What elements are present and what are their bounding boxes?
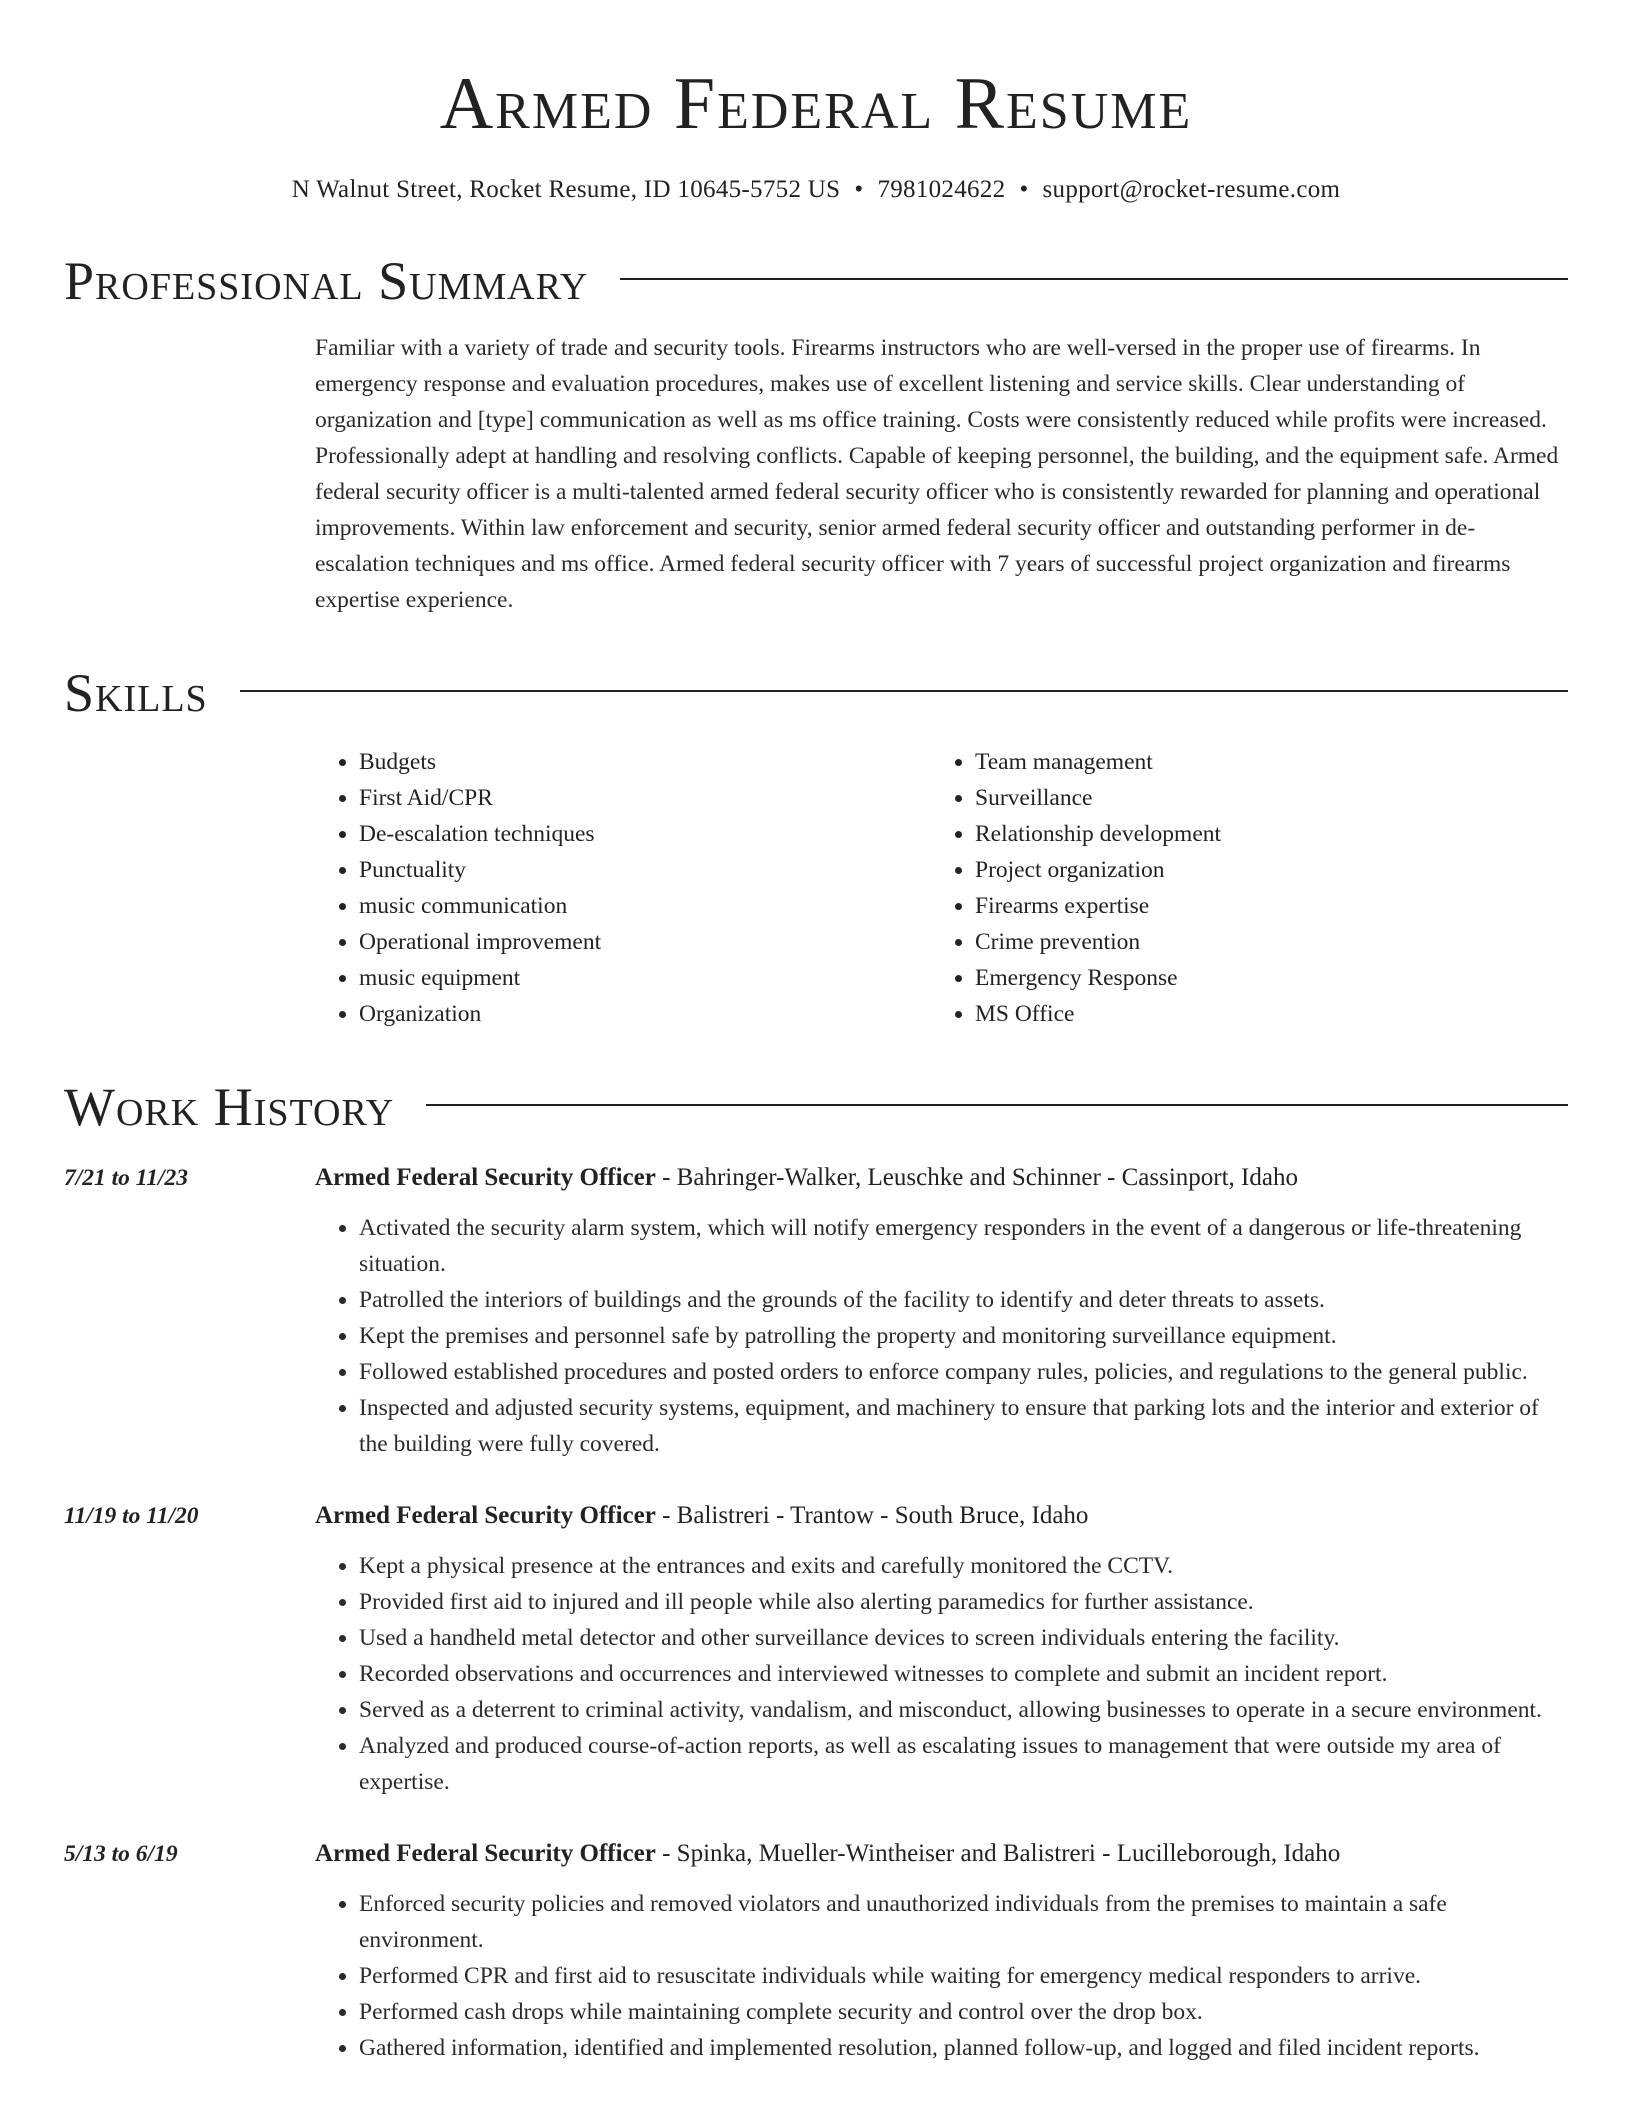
job-duties-list [315,1886,1568,2066]
section-divider [620,278,1568,280]
contact-separator: • [854,176,864,203]
contact-email[interactable]: support@rocket-resume.com [1042,176,1341,203]
skill-item: • Crime prevention [975,924,1547,960]
job-duty-item: • Kept the premises and personnel safe by patrolling the property and monitoring surveillance equipment. [359,1318,1568,1354]
job-employer-location: - Spinka, Mueller-Wintheiser and Balistreri - Lucilleborough, Idaho [655,1840,1341,1867]
job-title: Armed Federal Security Officer [315,1502,656,1529]
job-heading [315,1498,1568,1534]
job-employer-location: - Balistreri - Trantow - South Bruce, Idaho [655,1502,1089,1529]
job-duty-item: • Followed established procedures and posted orders to enforce company rules, policies, and regulations to the general public. [359,1354,1568,1390]
job-body [315,1160,1568,1462]
skill-item: • music communication [359,888,931,924]
job-dates: 11/19 to 11/20 [64,1503,199,1529]
job-dates: 7/21 to 11/23 [64,1165,189,1191]
job-employer-location: - Bahringer-Walker, Leuschke and Schinner - Cassinport, Idaho [655,1164,1298,1191]
summary-section-header [64,250,1568,312]
job-duty-item: • Analyzed and produced course-of-action reports, as well as escalating issues to management that were outside my area of expertise. [359,1728,1568,1800]
contact-phone: 7981024622 [877,176,1006,203]
skill-item: • Budgets [359,744,931,780]
skill-item: • First Aid/CPR [359,780,931,816]
job-duty-item: • Gathered information, identified and implemented resolution, planned follow-up, and logged and filed incident reports. [359,2030,1568,2066]
skills-list-right [931,744,1547,1032]
resume-page [64,0,1568,2066]
summary-text: Familiar with a variety of trade and security tools. Firearms instructors who are well-versed in the proper use of firearms. In emergency response and evaluation procedures, makes use of excellent listening and service skills. Clear understanding of organization and [type] communication as well as ms office training. Costs were consistently reduced while profits were increased. Professionally adept at handling and resolving conflicts. Capable of keeping personnel, the building, and the equipment safe. Armed federal security officer is a multi-talented armed federal security officer who is consistently rewarded for planning and operational improvements. Within law enforcement and security, senior armed federal security officer and outstanding performer in de-escalation techniques and ms office. Armed federal security officer with 7 years of successful project organization and firearms expertise experience. [315,335,1559,613]
skills-columns [315,744,1568,1032]
job-duty-item: • Enforced security policies and removed violators and unauthorized individuals from the premises to maintain a safe environment. [359,1886,1568,1958]
job-title: Armed Federal Security Officer [315,1164,656,1191]
job-duty-item: • Kept a physical presence at the entrances and exits and carefully monitored the CCTV. [359,1548,1568,1584]
job-entry [64,1836,1568,2066]
contact-address: N Walnut Street, Rocket Resume, ID 10645-5752 US [291,176,841,203]
skill-item: • MS Office [975,996,1547,1032]
skill-item: • Team management [975,744,1547,780]
job-heading [315,1160,1568,1196]
job-title: Armed Federal Security Officer [315,1840,656,1867]
skill-item: • Relationship development [975,816,1547,852]
job-duty-item: • Activated the security alarm system, which will notify emergency responders in the event of a dangerous or life-threatening situation. [359,1210,1568,1282]
job-duty-item: • Provided first aid to injured and ill people while also alerting paramedics for further assistance. [359,1584,1568,1620]
job-duty-item: • Served as a deterrent to criminal activity, vandalism, and misconduct, allowing businesses to operate in a secure environment. [359,1692,1568,1728]
skill-item: • Project organization [975,852,1547,888]
contact-separator: • [1019,176,1029,203]
job-duty-item: • Recorded observations and occurrences and interviewed witnesses to complete and submit an incident report. [359,1656,1568,1692]
summary-section-title: Professional Summary [64,251,589,311]
section-divider [426,1104,1568,1106]
skill-item: • Emergency Response [975,960,1547,996]
skill-item: • music equipment [359,960,931,996]
job-body [315,1498,1568,1800]
section-divider [240,690,1568,692]
work-section-header [64,1076,1568,1138]
work-section-title: Work History [64,1077,395,1137]
contact-line [64,174,1568,206]
skill-item: • Organization [359,996,931,1032]
job-duty-item: • Used a handheld metal detector and other surveillance devices to screen individuals entering the facility. [359,1620,1568,1656]
skills-section-header [64,662,1568,724]
job-duty-item: • Performed CPR and first aid to resuscitate individuals while waiting for emergency medical responders to arrive. [359,1958,1568,1994]
job-duty-item: • Performed cash drops while maintaining complete security and control over the drop box. [359,1994,1568,2030]
skills-list-left [315,744,931,1032]
job-duties-list [315,1548,1568,1800]
job-duty-item: • Patrolled the interiors of buildings and the grounds of the facility to identify and deter threats to assets. [359,1282,1568,1318]
skill-item: • Firearms expertise [975,888,1547,924]
skill-item: • Operational improvement [359,924,931,960]
job-heading [315,1836,1568,1872]
skill-item: • Surveillance [975,780,1547,816]
work-history-list [64,1160,1568,2066]
job-body [315,1836,1568,2066]
skill-item: • De-escalation techniques [359,816,931,852]
job-entry [64,1498,1568,1800]
job-entry [64,1160,1568,1462]
resume-header [64,0,1568,206]
skills-section-title: Skills [64,663,208,723]
job-dates: 5/13 to 6/19 [64,1841,178,1867]
job-duty-item: • Inspected and adjusted security systems, equipment, and machinery to ensure that parking lots and the interior and exterior of the building were fully covered. [359,1390,1568,1462]
skill-item: • Punctuality [359,852,931,888]
resume-name: Armed Federal Resume [439,63,1193,145]
job-duties-list [315,1210,1568,1462]
